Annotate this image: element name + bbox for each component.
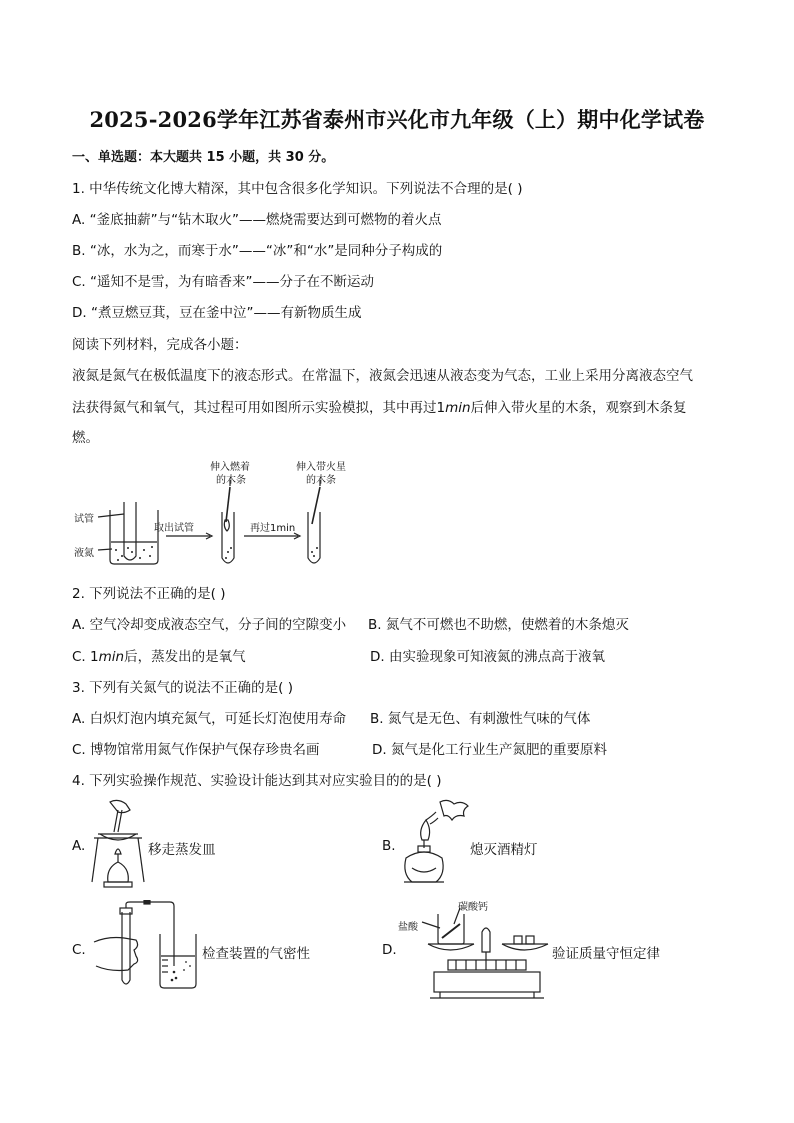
q3-option-c: C. 博物馆常用氮气作保护气保存珍贵名画: [72, 742, 320, 758]
q2-option-c: C. 1min后，蒸发出的是氧气: [72, 649, 246, 665]
material-intro: 阅读下列材料，完成各小题：: [72, 337, 248, 353]
q4-option-c-text: 检查装置的气密性: [202, 946, 310, 962]
fig1-label-after-1min: 再过1min: [250, 523, 296, 534]
q4-option-a-text: 移走蒸发皿: [148, 842, 216, 858]
material-line-1: 液氮是氮气在极低温度下的液态形式。在常温下，液氮会迅速从液态变为气态，工业上采用分离液态空气: [72, 368, 693, 384]
q4-option-c-letter: C.: [72, 942, 86, 958]
q1-option-d: D. “煮豆燃豆萁，豆在釜中泣”——有新物质生成: [72, 305, 362, 321]
evaporating-dish-figure: [88, 798, 148, 890]
exam-title: 2025-2026学年江苏省泰州市兴化市九年级（上）期中化学试卷: [89, 107, 705, 132]
section-heading: 一、单选题：本大题共 15 小题，共 30 分。: [72, 150, 335, 165]
q4-option-a-letter: A.: [72, 838, 86, 854]
q4-option-b-letter: B.: [382, 838, 396, 854]
fig1-label-tube: 试管: [74, 514, 94, 525]
fig1-label-liquid-nitrogen: 液氮: [74, 548, 94, 559]
fig1-label-take-out: 取出试管: [154, 523, 194, 534]
q4-option-d-letter: D.: [382, 942, 397, 958]
q1-option-a: A. “釜底抽薪”与“钻木取火”——燃烧需要达到可燃物的着火点: [72, 212, 442, 228]
q3-option-d: D. 氮气是化工行业生产氮肥的重要原料: [372, 742, 607, 758]
q1-option-c: C. “遥知不是雪，为有暗香来”——分子在不断运动: [72, 274, 374, 290]
q2-stem: 2. 下列说法不正确的是( ): [72, 586, 226, 602]
fig1-label-burning-2: 的木条: [216, 475, 246, 486]
alcohol-lamp-figure: [396, 796, 476, 888]
q4-option-b-text: 熄灭酒精灯: [470, 842, 538, 858]
fig-d-label-hydrochloric-acid: 盐酸: [398, 922, 418, 933]
material-line-2: 法获得氮气和氧气，其过程可用如图所示实验模拟，其中再过1min后伸入带火星的木条，观察到木条复: [72, 400, 687, 416]
q1-option-b: B. “冰，水为之，而寒于水”——“冰”和“水”是同种分子构成的: [72, 243, 443, 259]
fig1-label-spark-1: 伸入带火星: [296, 462, 346, 473]
q2-option-b: B. 氮气不可燃也不助燃，使燃着的木条熄灭: [368, 617, 629, 633]
material-line-3: 燃。: [72, 430, 99, 446]
q1-stem: 1. 中华传统文化博大精深，其中包含很多化学知识。下列说法不合理的是( ): [72, 181, 523, 197]
q4-stem: 4. 下列实验操作规范、实验设计能达到其对应实验目的的是( ): [72, 773, 442, 789]
fig1-label-spark-2: 的木条: [306, 475, 336, 486]
q3-option-b: B. 氮气是无色、有刺激性气味的气体: [370, 711, 591, 727]
q3-option-a: A. 白炽灯泡内填充氮气，可延长灯泡使用寿命: [72, 711, 347, 727]
q2-option-a: A. 空气冷却变成液态空气，分子间的空隙变小: [72, 617, 347, 633]
q2-option-d: D. 由实验现象可知液氮的沸点高于液氧: [370, 649, 605, 665]
q3-stem: 3. 下列有关氮气的说法不正确的是( ): [72, 680, 293, 696]
q4-option-d-text: 验证质量守恒定律: [552, 946, 660, 962]
fig-d-label-calcium-carbonate: 碳酸钙: [458, 902, 488, 913]
airtightness-check-figure: [88, 900, 200, 992]
fig1-label-burning-1: 伸入燃着: [210, 462, 250, 473]
